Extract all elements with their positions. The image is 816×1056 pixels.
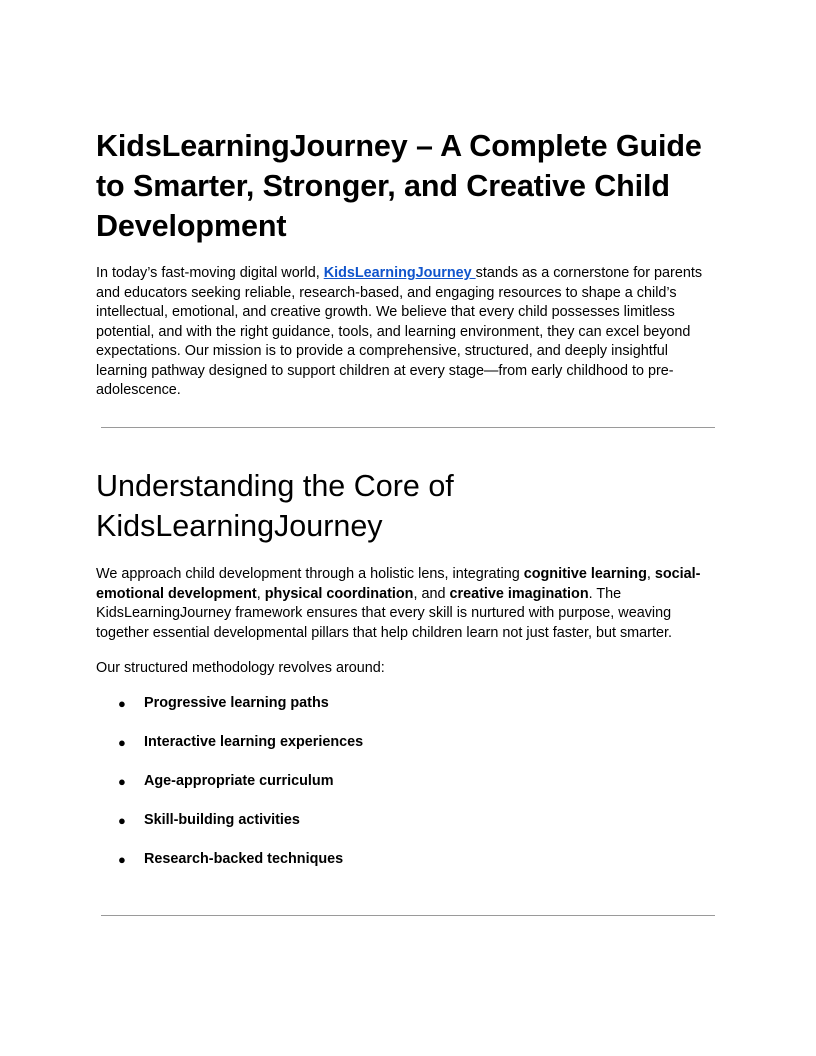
list-item <box>96 772 596 811</box>
bold-creative-imagination: creative imagination <box>449 585 589 602</box>
core-text-3: , <box>256 585 265 602</box>
horizontal-divider <box>101 915 715 916</box>
list-item-text: Interactive learning experiences <box>144 734 364 750</box>
bullet-icon: ● <box>118 813 126 828</box>
methodology-intro: Our structured methodology revolves around: <box>96 660 385 676</box>
bullet-icon: ● <box>118 696 126 711</box>
bullet-icon: ● <box>118 735 126 750</box>
bold-cognitive-learning: cognitive learning <box>523 566 647 582</box>
intro-text-before: In today’s fast-moving digital world, <box>96 265 324 281</box>
list-item <box>96 694 596 733</box>
list-item-text: Age-appropriate curriculum <box>144 773 334 789</box>
bold-physical-coordination: physical coordination <box>264 585 414 602</box>
intro-paragraph <box>96 264 714 401</box>
list-item-text: Progressive learning paths <box>144 695 329 711</box>
page-title: KidsLearningJourney – A Complete Guide to Smarter, Stronger, and Creative Child Development <box>96 129 702 243</box>
core-text-5: . The KidsLearningJourney framework ensures that every skill is nurtured with purpose, weaving together essential developmental pillars that help children learn not just faster, but smarter. <box>96 585 672 641</box>
kidslearningjourney-link[interactable]: KidsLearningJourney <box>323 265 476 281</box>
list-item <box>96 850 596 889</box>
bold-social-emotional: social-emotional development <box>96 566 701 602</box>
methodology-list <box>96 694 596 889</box>
horizontal-divider <box>101 427 715 428</box>
list-item <box>96 733 596 772</box>
core-text-2: , <box>646 566 655 582</box>
core-text-4: , and <box>413 585 450 602</box>
list-item-text: Skill-building activities <box>144 812 300 828</box>
bullet-icon: ● <box>118 852 126 867</box>
core-text-1: We approach child development through a holistic lens, integrating <box>96 566 524 582</box>
list-item-text: Research-backed techniques <box>144 851 344 867</box>
list-item <box>96 811 596 850</box>
intro-text-after: stands as a cornerstone for parents and educators seeking reliable, research-based, and engaging resources to shape a child’s intellectual, emotional, and creative growth. We believe that every child possesses limitless potential, and with the right guidance, tools, and learning environment, they can excel beyond expectations. Our mission is to provide a comprehensive, structured, and deeply insightful learning pathway designed to support children at every stage—from early childhood to pre-adolescence. <box>96 265 703 398</box>
core-paragraph <box>96 565 714 643</box>
section-heading: Understanding the Core of KidsLearningJourney <box>96 469 454 543</box>
bullet-icon: ● <box>118 774 126 789</box>
